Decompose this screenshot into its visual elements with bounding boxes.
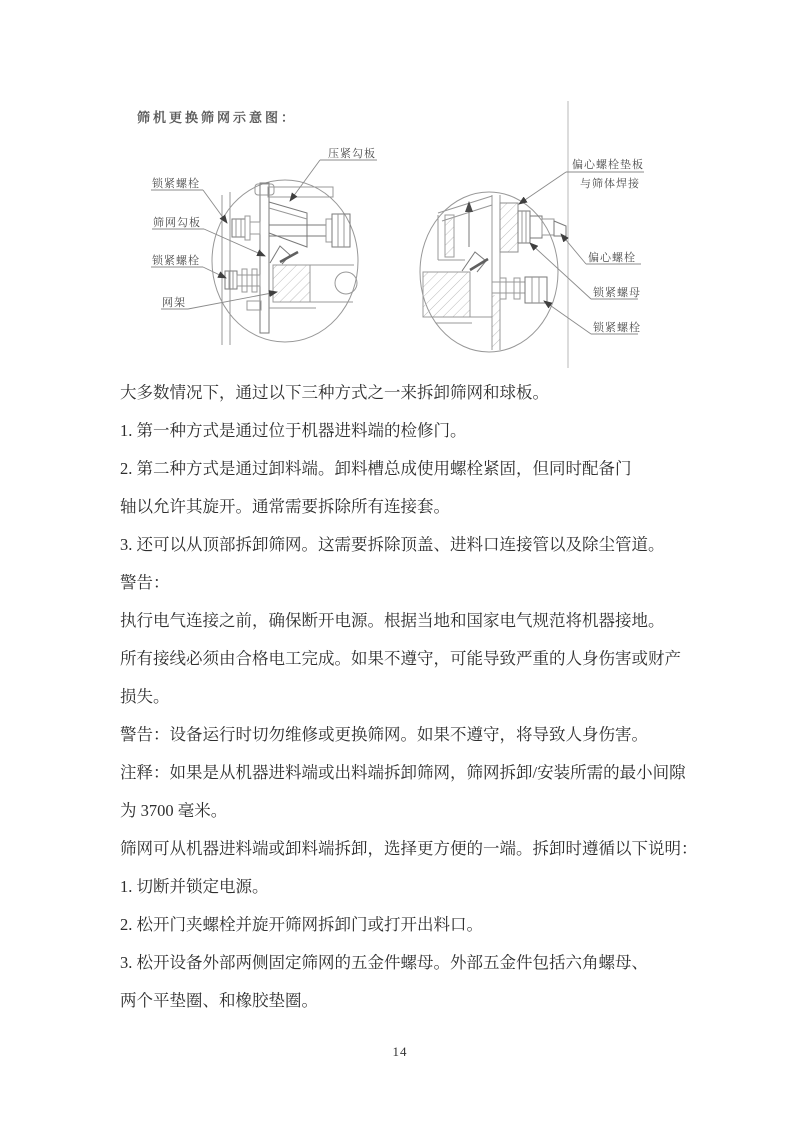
- right-callouts: [519, 157, 644, 334]
- label-lock-nut: 锁紧螺母: [593, 287, 641, 299]
- leader-mesh-frame: [188, 292, 277, 309]
- paragraph-line: 执行电气连接之前，确保断开电源。根据当地和国家电气规范将机器接地。: [120, 611, 665, 630]
- label-eccentric-bolt: 偏心螺栓: [588, 252, 636, 264]
- leader-pad: [519, 172, 566, 204]
- figure-diagram: [120, 95, 700, 380]
- paragraph-line: 注释：如果是从机器进料端或出料端拆卸筛网，筛网拆卸/安装所需的最小间隙: [120, 763, 686, 782]
- label-pad-line1: 偏心螺栓垫板: [572, 159, 644, 171]
- right-detail-view: [420, 192, 566, 352]
- left-channel: [310, 265, 357, 302]
- paragraph-line: 所有接线必须由合格电工完成。如果不遵守，可能导致严重的人身伤害或财产: [120, 649, 681, 668]
- paragraph-line: 3. 还可以从顶部拆卸筛网。这需要拆除顶盖、进料口连接管以及除尘管道。: [120, 535, 665, 554]
- right-hook-part: [462, 252, 488, 272]
- paragraph-line: 两个平垫圈、和橡胶垫圈。: [120, 991, 318, 1010]
- eccentric-pad-block: [500, 203, 518, 252]
- paragraph-line: 损失。: [120, 687, 170, 706]
- body-text: [120, 374, 710, 1020]
- left-detail-view: [212, 180, 358, 345]
- paragraph-line: 警告：: [120, 573, 170, 592]
- label-mesh-frame: 网架: [162, 297, 186, 309]
- paragraph-line: 大多数情况下，通过以下三种方式之一来拆卸筛网和球板。: [120, 383, 549, 402]
- paragraph-line: 1. 切断并锁定电源。: [120, 877, 269, 896]
- paragraph-line: 轴以允许其旋开。通常需要拆除所有连接套。: [120, 497, 450, 516]
- left-main-bolt: [269, 214, 350, 247]
- right-lock-bolt-part: [492, 277, 547, 303]
- leader-screen-hook-plate: [204, 229, 265, 256]
- left-lock-bolt-top-part: [232, 216, 260, 240]
- left-wall: [222, 192, 230, 345]
- screen-hook-part: [270, 246, 298, 264]
- right-wall: [492, 195, 500, 350]
- label-lock-bolt-top: 锁紧螺栓: [152, 178, 200, 190]
- paragraph-line: 为 3700 毫米。: [120, 801, 228, 820]
- right-mesh-block: [423, 272, 470, 317]
- paragraph-line: 警告：设备运行时切勿维修或更换筛网。如果不遵守，将导致人身伤害。: [120, 725, 648, 744]
- right-bracket: [438, 196, 492, 260]
- leader-lock-bolt-bottom: [203, 267, 226, 278]
- paragraph-line: 3. 松开设备外部两侧固定筛网的五金件螺母。外部五金件包括六角螺母、: [120, 953, 648, 972]
- paragraph-line: 2. 松开门夹螺栓并旋开筛网拆卸门或打开出料口。: [120, 915, 483, 934]
- paragraph-line: 2. 第二种方式是通过卸料端。卸料槽总成使用螺栓紧固，但同时配备门: [120, 459, 632, 478]
- label-pad-line2: 与筛体焊接: [580, 178, 640, 190]
- label-lock-bolt-bottom: 锁紧螺栓: [152, 255, 200, 267]
- label-lock-bolt-right: 锁紧螺栓: [593, 322, 641, 334]
- paragraph-line: 筛网可从机器进料端或卸料端拆卸，选择更方便的一端。拆卸时遵循以下说明：: [120, 839, 698, 858]
- page-number: 14: [392, 1044, 408, 1059]
- eccentric-bolt-part: [518, 211, 566, 243]
- label-press-hook-plate: 压紧勾板: [328, 148, 376, 160]
- left-callouts: [151, 146, 377, 309]
- label-screen-hook-plate: 筛网勾板: [153, 217, 201, 229]
- figure-title: 筛机更换筛网示意图：: [137, 110, 298, 125]
- mesh-frame-block: [273, 265, 310, 302]
- leader-eccentric-bolt: [561, 234, 586, 264]
- leader-lock-bolt-top: [203, 190, 227, 223]
- paragraph-line: 1. 第一种方式是通过位于机器进料端的检修门。: [120, 421, 467, 440]
- left-mount-plate: [255, 183, 333, 333]
- right-bottom-foot: [428, 317, 492, 323]
